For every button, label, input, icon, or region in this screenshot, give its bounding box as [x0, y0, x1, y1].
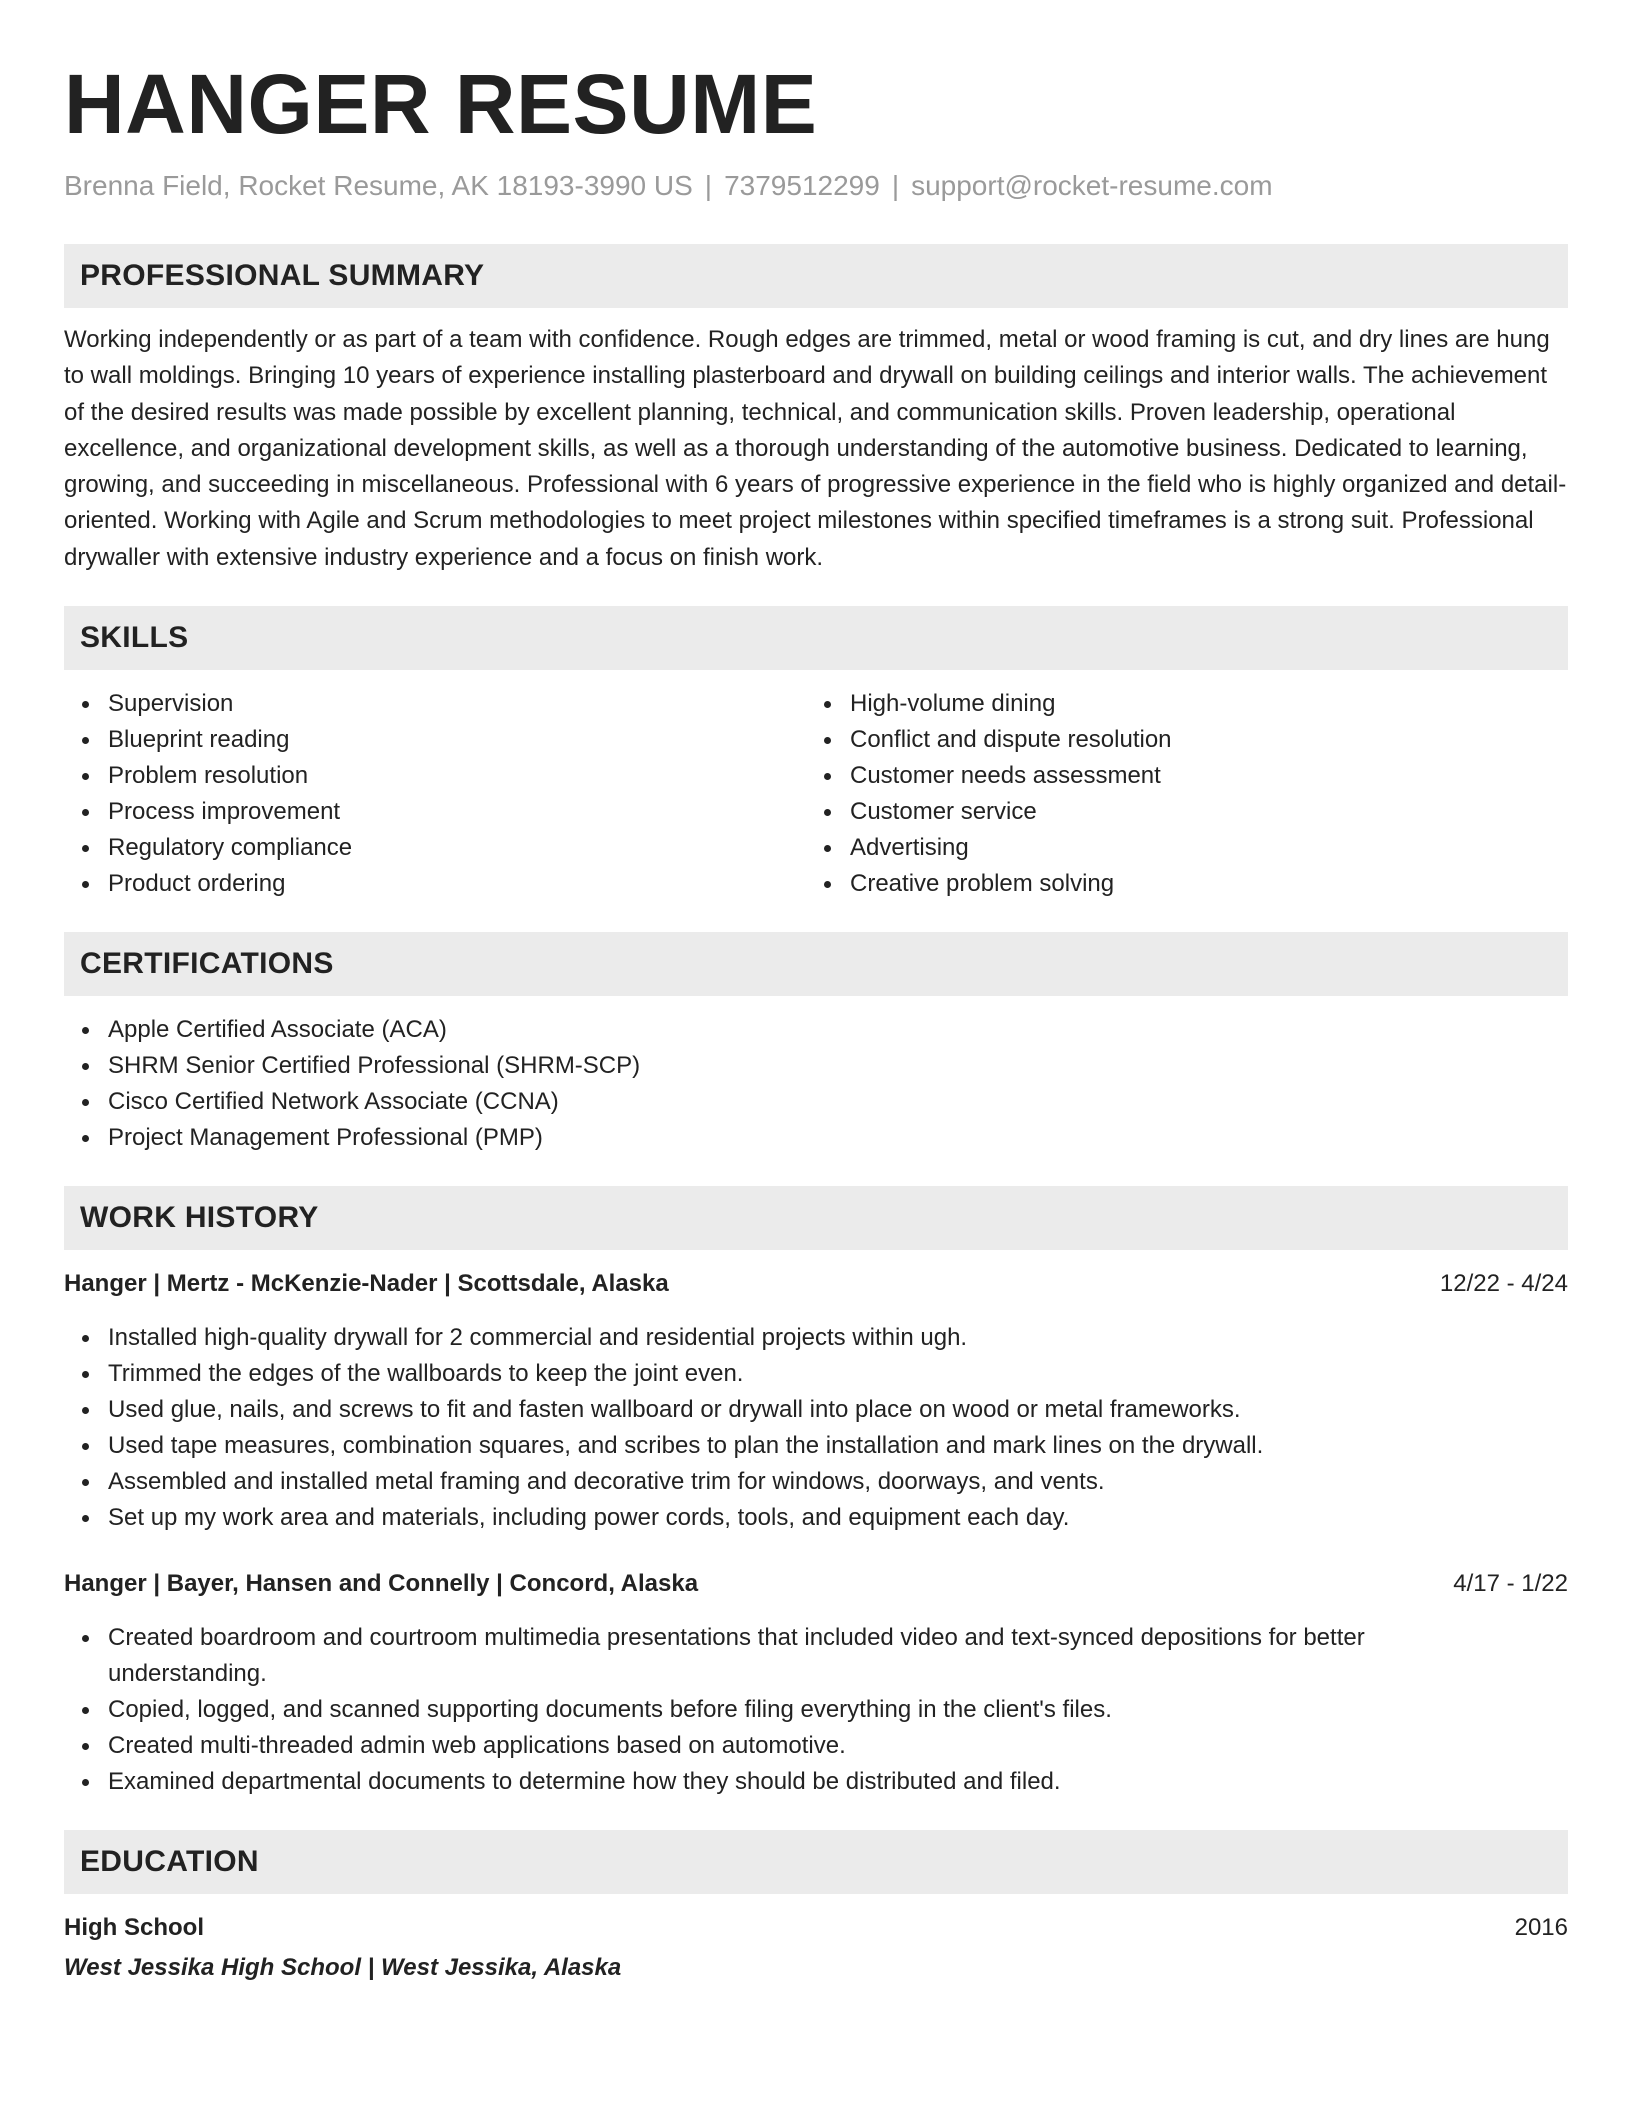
job-bullet: Copied, logged, and scanned supporting documents before filing everything in the client's files. [108, 1692, 1448, 1728]
job-title: Hanger | Bayer, Hansen and Connelly | Concord, Alaska [64, 1570, 699, 1598]
contact-phone: 7379512299 [724, 170, 880, 201]
contact-address: Brenna Field, Rocket Resume, AK 18193-3990 US [64, 170, 693, 201]
certification-item: Apple Certified Associate (ACA) [108, 1012, 1568, 1048]
skill-item: Problem resolution [108, 758, 806, 794]
contact-line [64, 166, 1568, 206]
skill-item: Blueprint reading [108, 722, 806, 758]
skill-item: High-volume dining [850, 686, 1548, 722]
job-bullet: Used glue, nails, and screws to fit and fasten wallboard or drywall into place on wood or metal frameworks. [108, 1392, 1568, 1428]
resume-page [64, 0, 1568, 1986]
education-degree: High School [64, 1914, 204, 1942]
skill-item: Customer service [850, 794, 1548, 830]
contact-separator: | [891, 170, 900, 201]
summary-text: Working independently or as part of a team with confidence. Rough edges are trimmed, metal or wood framing is cut, and dry lines are hung to wall moldings. Bringing 10 years of experience installing plasterboard and drywall on building ceilings and interior walls. The achievement of the desired results was made possible by excellent planning, technical, and communication skills. Proven leadership, operational excellence, and organizational development skills, as well as a thorough understanding of the automotive business. Dedicated to learning, growing, and succeeding in miscellaneous. Professional with 6 years of progressive experience in the field who is highly organized and detail-oriented. Working with Agile and Scrum methodologies to meet project milestones within specified timeframes is a strong suit. Professional drywaller with extensive industry experience and a focus on finish work. [64, 326, 1567, 571]
skills-heading: SKILLS [64, 606, 1568, 670]
certification-item: Cisco Certified Network Associate (CCNA) [108, 1084, 1568, 1120]
education-heading: EDUCATION [64, 1830, 1568, 1894]
contact-separator: | [704, 170, 713, 201]
job-bullet: Used tape measures, combination squares, and scribes to plan the installation and mark lines on the drywall. [108, 1428, 1568, 1464]
skill-item: Customer needs assessment [850, 758, 1548, 794]
certifications-heading: CERTIFICATIONS [64, 932, 1568, 996]
skill-item: Creative problem solving [850, 866, 1548, 902]
job-bullet: Created boardroom and courtroom multimedia presentations that included video and text-synced depositions for better understanding. [108, 1620, 1448, 1692]
job-bullet: Installed high-quality drywall for 2 commercial and residential projects within ugh. [108, 1320, 1568, 1356]
job-header [64, 1266, 1568, 1302]
skills-list [64, 686, 1568, 902]
certification-item: SHRM Senior Certified Professional (SHRM-SCP) [108, 1048, 1568, 1084]
job-bullet: Assembled and installed metal framing and decorative trim for windows, doorways, and vents. [108, 1464, 1568, 1500]
certifications-list [64, 1012, 1568, 1156]
skills-column-right [806, 686, 1548, 902]
job-entry [64, 1566, 1568, 1800]
job-bullet: Trimmed the edges of the wallboards to keep the joint even. [108, 1356, 1568, 1392]
skill-item: Supervision [108, 686, 806, 722]
skill-item: Regulatory compliance [108, 830, 806, 866]
skills-column-left [64, 686, 806, 902]
skill-item: Conflict and dispute resolution [850, 722, 1548, 758]
skill-item: Advertising [850, 830, 1548, 866]
job-bullets [64, 1320, 1568, 1536]
job-bullet: Examined departmental documents to determine how they should be distributed and filed. [108, 1764, 1448, 1800]
job-dates: 12/22 - 4/24 [1439, 1270, 1568, 1298]
skill-item: Process improvement [108, 794, 806, 830]
skill-item: Product ordering [108, 866, 806, 902]
certification-item: Project Management Professional (PMP) [108, 1120, 1568, 1156]
job-bullets [64, 1620, 1568, 1800]
resume-title: HANGER RESUME [64, 57, 818, 151]
education-header [64, 1910, 1568, 1946]
job-entry [64, 1266, 1568, 1536]
job-dates: 4/17 - 1/22 [1453, 1570, 1568, 1598]
job-bullet: Set up my work area and materials, including power cords, tools, and equipment each day. [108, 1500, 1568, 1536]
contact-email: support@rocket-resume.com [911, 170, 1273, 201]
work-history-heading: WORK HISTORY [64, 1186, 1568, 1250]
education-school: West Jessika High School | West Jessika, Alaska [64, 1954, 622, 1982]
education-year: 2016 [1514, 1914, 1568, 1942]
job-title: Hanger | Mertz - McKenzie-Nader | Scottsdale, Alaska [64, 1270, 669, 1298]
education-entry [64, 1910, 1568, 1986]
job-header [64, 1566, 1568, 1602]
job-bullet: Created multi-threaded admin web applications based on automotive. [108, 1728, 1448, 1764]
summary-heading: PROFESSIONAL SUMMARY [64, 244, 1568, 308]
